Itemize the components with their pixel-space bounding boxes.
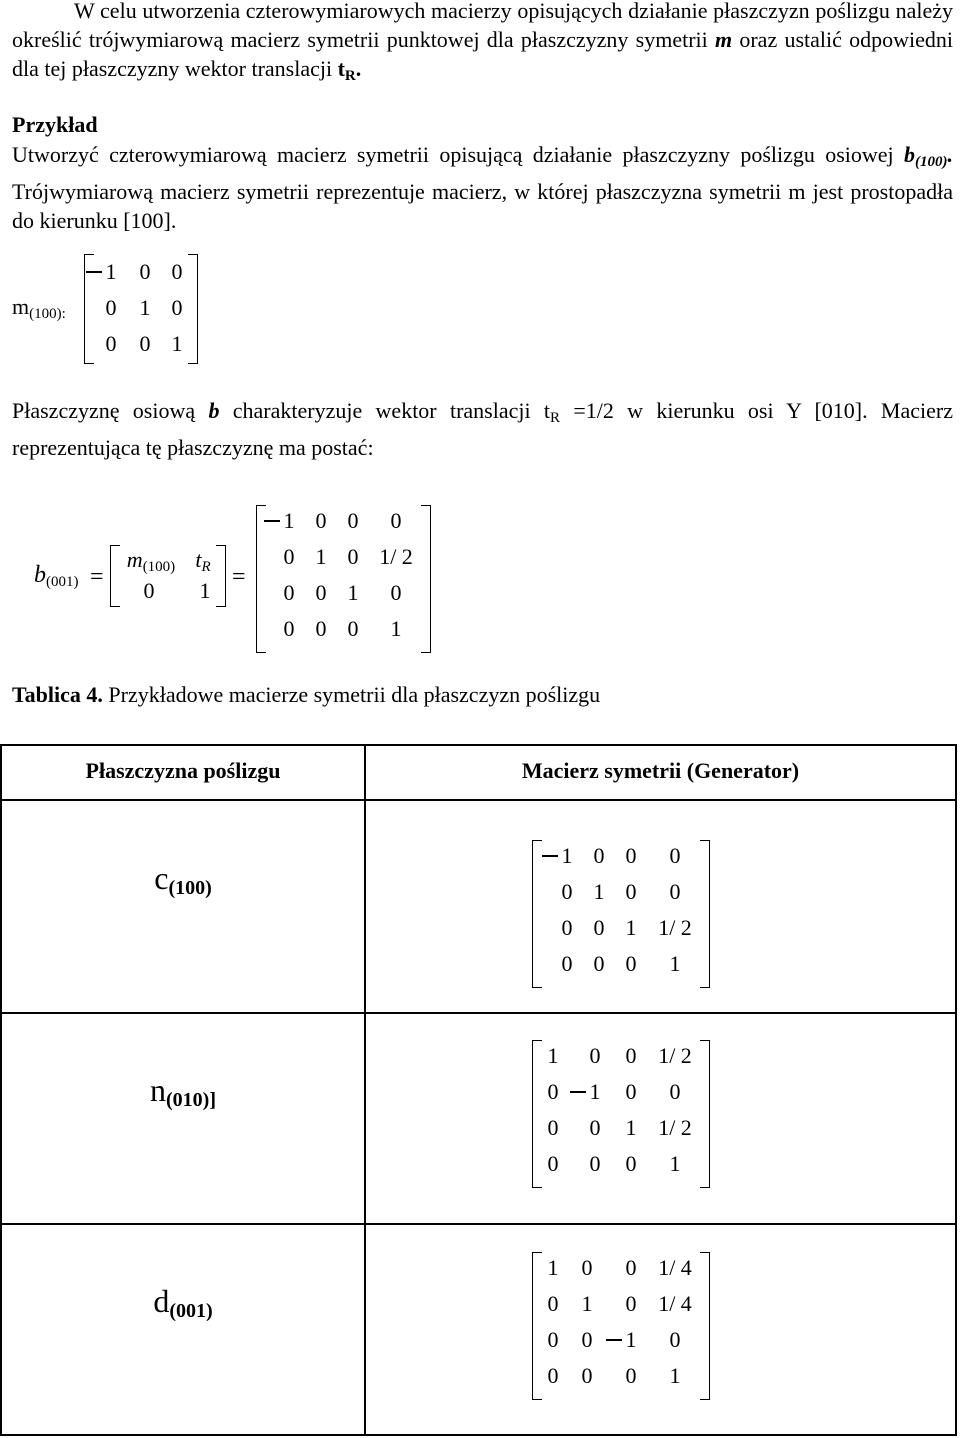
m-matrix-label: [12, 294, 66, 323]
matrix-cell: 0: [139, 331, 151, 356]
matrix-cell: 0: [581, 1363, 593, 1388]
plane-c-letter: c: [154, 860, 169, 896]
matrix-cell: 0: [347, 508, 359, 533]
equals-sign-1: =: [90, 564, 104, 590]
b-001-matrix: [256, 505, 431, 653]
matrix-cell: 0: [669, 843, 681, 868]
matrix-cell: 1: [669, 1151, 681, 1176]
minus-sign: 1: [589, 1079, 601, 1104]
intro-dot: .: [355, 56, 362, 81]
caption-text: Przykładowe macierze symetrii dla płaszczyzn poślizgu: [102, 682, 601, 707]
example-b-subscript: (100): [915, 154, 948, 170]
matrix-cell: 1: [669, 951, 681, 976]
m-100-matrix: [84, 254, 198, 364]
intro-t-symbol: t: [337, 56, 345, 81]
example-dot: .: [947, 142, 953, 167]
matrix-cell: 0: [625, 1151, 637, 1176]
matrix-c-100: [532, 840, 710, 988]
intro-paragraph: [12, 0, 953, 91]
matrix-cell: 0: [547, 1079, 559, 1104]
matrix-cell: 0: [581, 1255, 593, 1280]
matrix-cell: 0: [139, 259, 151, 284]
matrix-cell: 0: [547, 1115, 559, 1140]
matrix-cell: 0: [625, 843, 637, 868]
b-subscript: (001): [46, 574, 79, 590]
matrix-cell: [584, 1080, 606, 1104]
minus-sign: 1: [105, 259, 117, 284]
table-top-border: [0, 744, 957, 746]
matrix-n-010: [532, 1040, 710, 1188]
minus-sign: 1: [625, 1327, 637, 1352]
matrix-cell: 0: [547, 1363, 559, 1388]
matrix-cell: 0: [561, 951, 573, 976]
matrix-cell: 1/ 2: [379, 544, 413, 569]
matrix-cell: 0: [625, 1291, 637, 1316]
row-divider-1: [0, 1012, 957, 1014]
p2-text-1: Płaszczyznę osiową: [12, 398, 209, 423]
matrix-d-001: [532, 1252, 710, 1400]
matrix-cell: 1/ 2: [658, 1115, 692, 1140]
plane-n-010: [2, 1072, 364, 1112]
matrix-cell: 0: [589, 1151, 601, 1176]
plane-c-100: [2, 860, 364, 900]
matrix-cell: 1: [669, 1363, 681, 1388]
matrix-cell: 0: [593, 915, 605, 940]
plane-d-001: [2, 1283, 364, 1323]
matrix-cell: 0: [171, 295, 183, 320]
matrix-cell: 0: [171, 259, 183, 284]
block-m: [118, 548, 184, 579]
matrix-cell: 0: [561, 879, 573, 904]
right-bracket: [188, 254, 198, 364]
matrix-cell: 0: [347, 544, 359, 569]
matrix-cell: 0: [315, 508, 327, 533]
matrix-cell: 0: [669, 1079, 681, 1104]
p2-text-2: charakteryzuje wektor translacji t: [219, 398, 551, 423]
example-b-symbol: b: [904, 142, 915, 167]
p2-b-symbol: b: [208, 398, 220, 423]
matrix-cell: 1: [390, 616, 402, 641]
matrix-cell: 0: [589, 1043, 601, 1068]
paragraph-2: [12, 396, 953, 462]
plane-n-letter: n: [150, 1072, 166, 1108]
p2-text-3: =1/2 w kierunku osi Y [010]. Macierz reprezentująca tę płaszczyznę ma postać:: [12, 398, 953, 460]
matrix-cell: 1: [171, 331, 183, 356]
matrix-cell: 0: [105, 295, 117, 320]
left-bracket: [532, 840, 542, 988]
right-bracket: [700, 1040, 710, 1188]
matrix-cell: 0: [561, 915, 573, 940]
plane-c-subscript: (100): [168, 877, 212, 899]
matrix-cell: 0: [625, 1043, 637, 1068]
table-caption: [12, 682, 600, 708]
right-bracket: [700, 840, 710, 988]
table-bottom-border: [0, 1434, 957, 1436]
row-divider-2: [0, 1223, 957, 1225]
p2-t-subscript: R: [550, 410, 561, 426]
b-001-label: [34, 562, 79, 591]
block-one: 1: [199, 578, 211, 603]
block-t: [188, 548, 218, 579]
matrix-cell: 1: [581, 1291, 593, 1316]
matrix-cell: 0: [589, 1115, 601, 1140]
table-right-border: [955, 744, 957, 1436]
matrix-cell: 0: [547, 1327, 559, 1352]
example-text-1: Utworzyć czterowymiarową macierz symetrii opisującą działanie płaszczyzny poślizgu osiowej: [12, 142, 904, 167]
column-divider: [364, 744, 366, 1436]
matrix-cell: 0: [581, 1327, 593, 1352]
matrix-cell: [278, 509, 300, 533]
matrix-cell: 0: [593, 951, 605, 976]
right-bracket: [421, 505, 431, 653]
block-t-subscript: R: [201, 559, 211, 575]
matrix-cell: [556, 844, 578, 868]
matrix-cell: 1: [347, 580, 359, 605]
minus-sign: 1: [283, 508, 295, 533]
matrix-cell: 1: [547, 1255, 559, 1280]
matrix-cell: 0: [625, 1255, 637, 1280]
b-symbol: b: [34, 562, 46, 588]
block-t-symbol: t: [195, 547, 202, 572]
matrix-cell: 0: [625, 879, 637, 904]
right-bracket: [700, 1252, 710, 1400]
plane-n-subscript: (010)]: [166, 1089, 216, 1111]
matrix-cell: 1: [593, 879, 605, 904]
intro-t-subscript: R: [344, 68, 356, 84]
matrix-cell: [100, 260, 122, 284]
matrix-cell: 0: [547, 1151, 559, 1176]
matrix-cell: 1/ 2: [658, 915, 692, 940]
matrix-cell: 0: [283, 616, 295, 641]
matrix-cell: 0: [315, 616, 327, 641]
matrix-cell: 1: [547, 1043, 559, 1068]
matrix-cell: 1: [139, 295, 151, 320]
matrix-cell: 0: [625, 1363, 637, 1388]
matrix-cell: 0: [315, 580, 327, 605]
matrix-cell: 1: [315, 544, 327, 569]
equals-sign-2: =: [232, 564, 246, 590]
header-divider: [0, 799, 957, 801]
plane-d-letter: d: [153, 1283, 170, 1319]
header-plane: Płaszczyzna poślizgu: [85, 758, 281, 783]
matrix-cell: 0: [625, 951, 637, 976]
matrix-cell: 0: [390, 580, 402, 605]
example-heading: Przykład: [12, 112, 98, 137]
header-matrix: Macierz symetrii (Generator): [521, 758, 800, 783]
block-m-symbol: m: [126, 547, 143, 572]
matrix-cell: 0: [390, 508, 402, 533]
matrix-cell: 0: [283, 544, 295, 569]
minus-sign: 1: [561, 843, 573, 868]
example-paragraph: [12, 140, 953, 235]
matrix-cell: 0: [105, 331, 117, 356]
matrix-cell: 0: [547, 1291, 559, 1316]
matrix-cell: 0: [669, 1327, 681, 1352]
block-zero: 0: [143, 578, 155, 603]
matrix-cell: 1/ 2: [658, 1043, 692, 1068]
matrix-cell: 0: [625, 1079, 637, 1104]
block-m-subscript: (100): [142, 559, 176, 575]
left-bracket: [532, 1040, 542, 1188]
intro-text-2: oraz ustalić odpowiedni dla tej płaszczyzny wektor translacji: [12, 27, 953, 81]
matrix-cell: 0: [283, 580, 295, 605]
m-label-subscript: (100):: [29, 306, 66, 322]
left-bracket: [532, 1252, 542, 1400]
plane-d-subscript: (001): [169, 1300, 213, 1322]
intro-text-1: W celu utworzenia czterowymiarowych macierzy opisujących działanie płaszczyzn poślizgu należy określić trójwymiarową macierz symetrii punktowej dla płaszczyzny symetrii: [12, 0, 953, 52]
matrix-cell: 0: [347, 616, 359, 641]
matrix-cell: [620, 1328, 642, 1352]
block-matrix: [110, 545, 226, 607]
matrix-cell: 0: [593, 843, 605, 868]
intro-m-symbol: m: [715, 27, 733, 52]
m-label: m: [12, 294, 30, 319]
example-text-2: Trójwymiarową macierz symetrii reprezentuje macierz, w której płaszczyzna symetrii m jest prostopadła do kierunku [100].: [12, 179, 953, 233]
left-bracket: [256, 505, 266, 653]
matrix-cell: 0: [669, 879, 681, 904]
matrix-cell: 1/ 4: [658, 1255, 692, 1280]
matrix-cell: 1: [625, 915, 637, 940]
caption-label: Tablica 4.: [12, 682, 103, 707]
matrix-cell: 1/ 4: [658, 1291, 692, 1316]
matrix-cell: 1: [625, 1115, 637, 1140]
